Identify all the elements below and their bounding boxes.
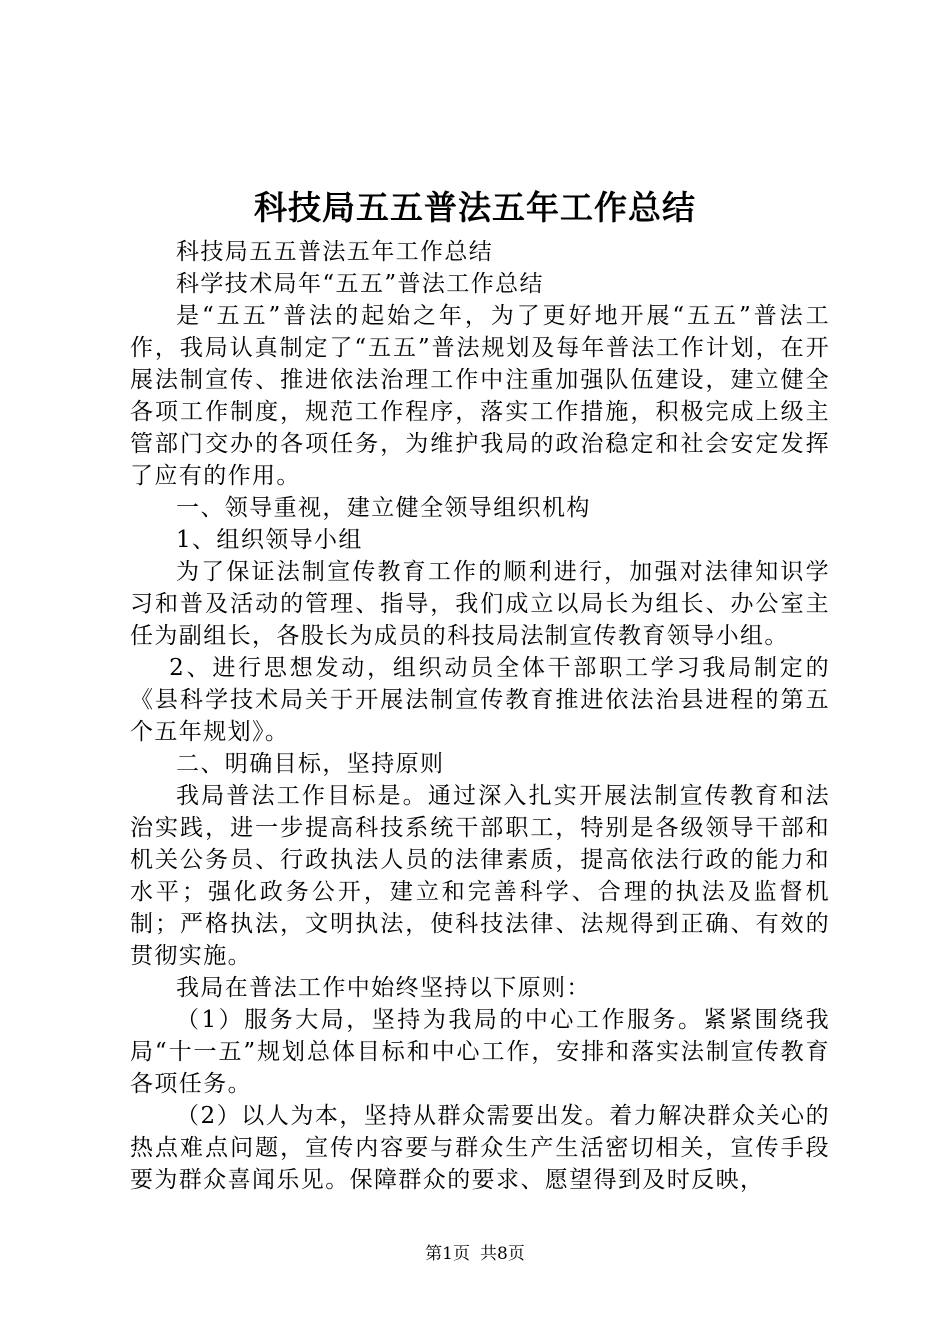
subsection-heading-1: 1、组织领导小组 [176,527,363,553]
document-title: 科技局五五普法五年工作总结 [254,188,696,227]
paragraph-principles-intro: 我局在普法工作中始终坚持以下原则： [176,975,591,1001]
paragraph-intro: 是“五五”普法的起始之年，为了更好地开展“五五”普法工作，我局认真制定了“五五”普法规划及每年普法工作计划，在开展法制宣传、推进依法治理工作中注重加强队伍建设，建立健全各项工作制度，规范工作程序，落实工作措施，积极完成上级主管部门交办的各项任务，为维护我局的政治稳定和社会安定发挥了应有的作用。 [130,303,830,489]
paragraph-goals: 我局普法工作目标是。通过深入扎实开展法制宣传教育和法治实践，进一步提高科技系统干部职工，特别是各级领导干部和机关公务员、行政执法人员的法律素质，提高依法行政的能力和水平；强化政务公开，建立和完善科学、合理的执法及监督机制；严格执法，文明执法，使科技法律、法规得到正确、有效的贯彻实施。 [130,783,830,969]
paragraph-heading-repeat: 科技局五五普法五年工作总结 [176,239,494,265]
page-footer [0,1242,950,1266]
document-body [130,236,830,1196]
section-heading-1: 一、领导重视，建立健全领导组织机构 [176,495,591,521]
section-heading-2: 二、明确目标，坚持原则 [176,751,445,777]
paragraph-leadership-group: 为了保证法制宣传教育工作的顺利进行，加强对法律知识学习和普及活动的管理、指导，我们成立以局长为组长、办公室主任为副组长，各股长为成员的科技局法制宣传教育领导小组。 [130,559,830,649]
page-total: 共8页 [480,1244,525,1264]
paragraph-mobilization: 2、进行思想发动，组织动员全体干部职工学习我局制定的《县科学技术局关于开展法制宣传教育推进依法治县进程的第五个五年规划》。 [130,655,830,745]
paragraph-subtitle: 科学技术局年“五五”普法工作总结 [176,271,544,297]
paragraph-principle-2: （2）以人为本，坚持从群众需要出发。着力解决群众关心的热点难点问题，宣传内容要与群众生产生活密切相关，宣传手段要为群众喜闻乐见。保障群众的要求、愿望得到及时反映， [130,1103,830,1193]
page-number: 第1页 [425,1244,470,1264]
paragraph-principle-1: （1）服务大局，坚持为我局的中心工作服务。紧紧围绕我局“十一五”规划总体目标和中心工作，安排和落实法制宣传教育各项任务。 [130,1007,830,1097]
